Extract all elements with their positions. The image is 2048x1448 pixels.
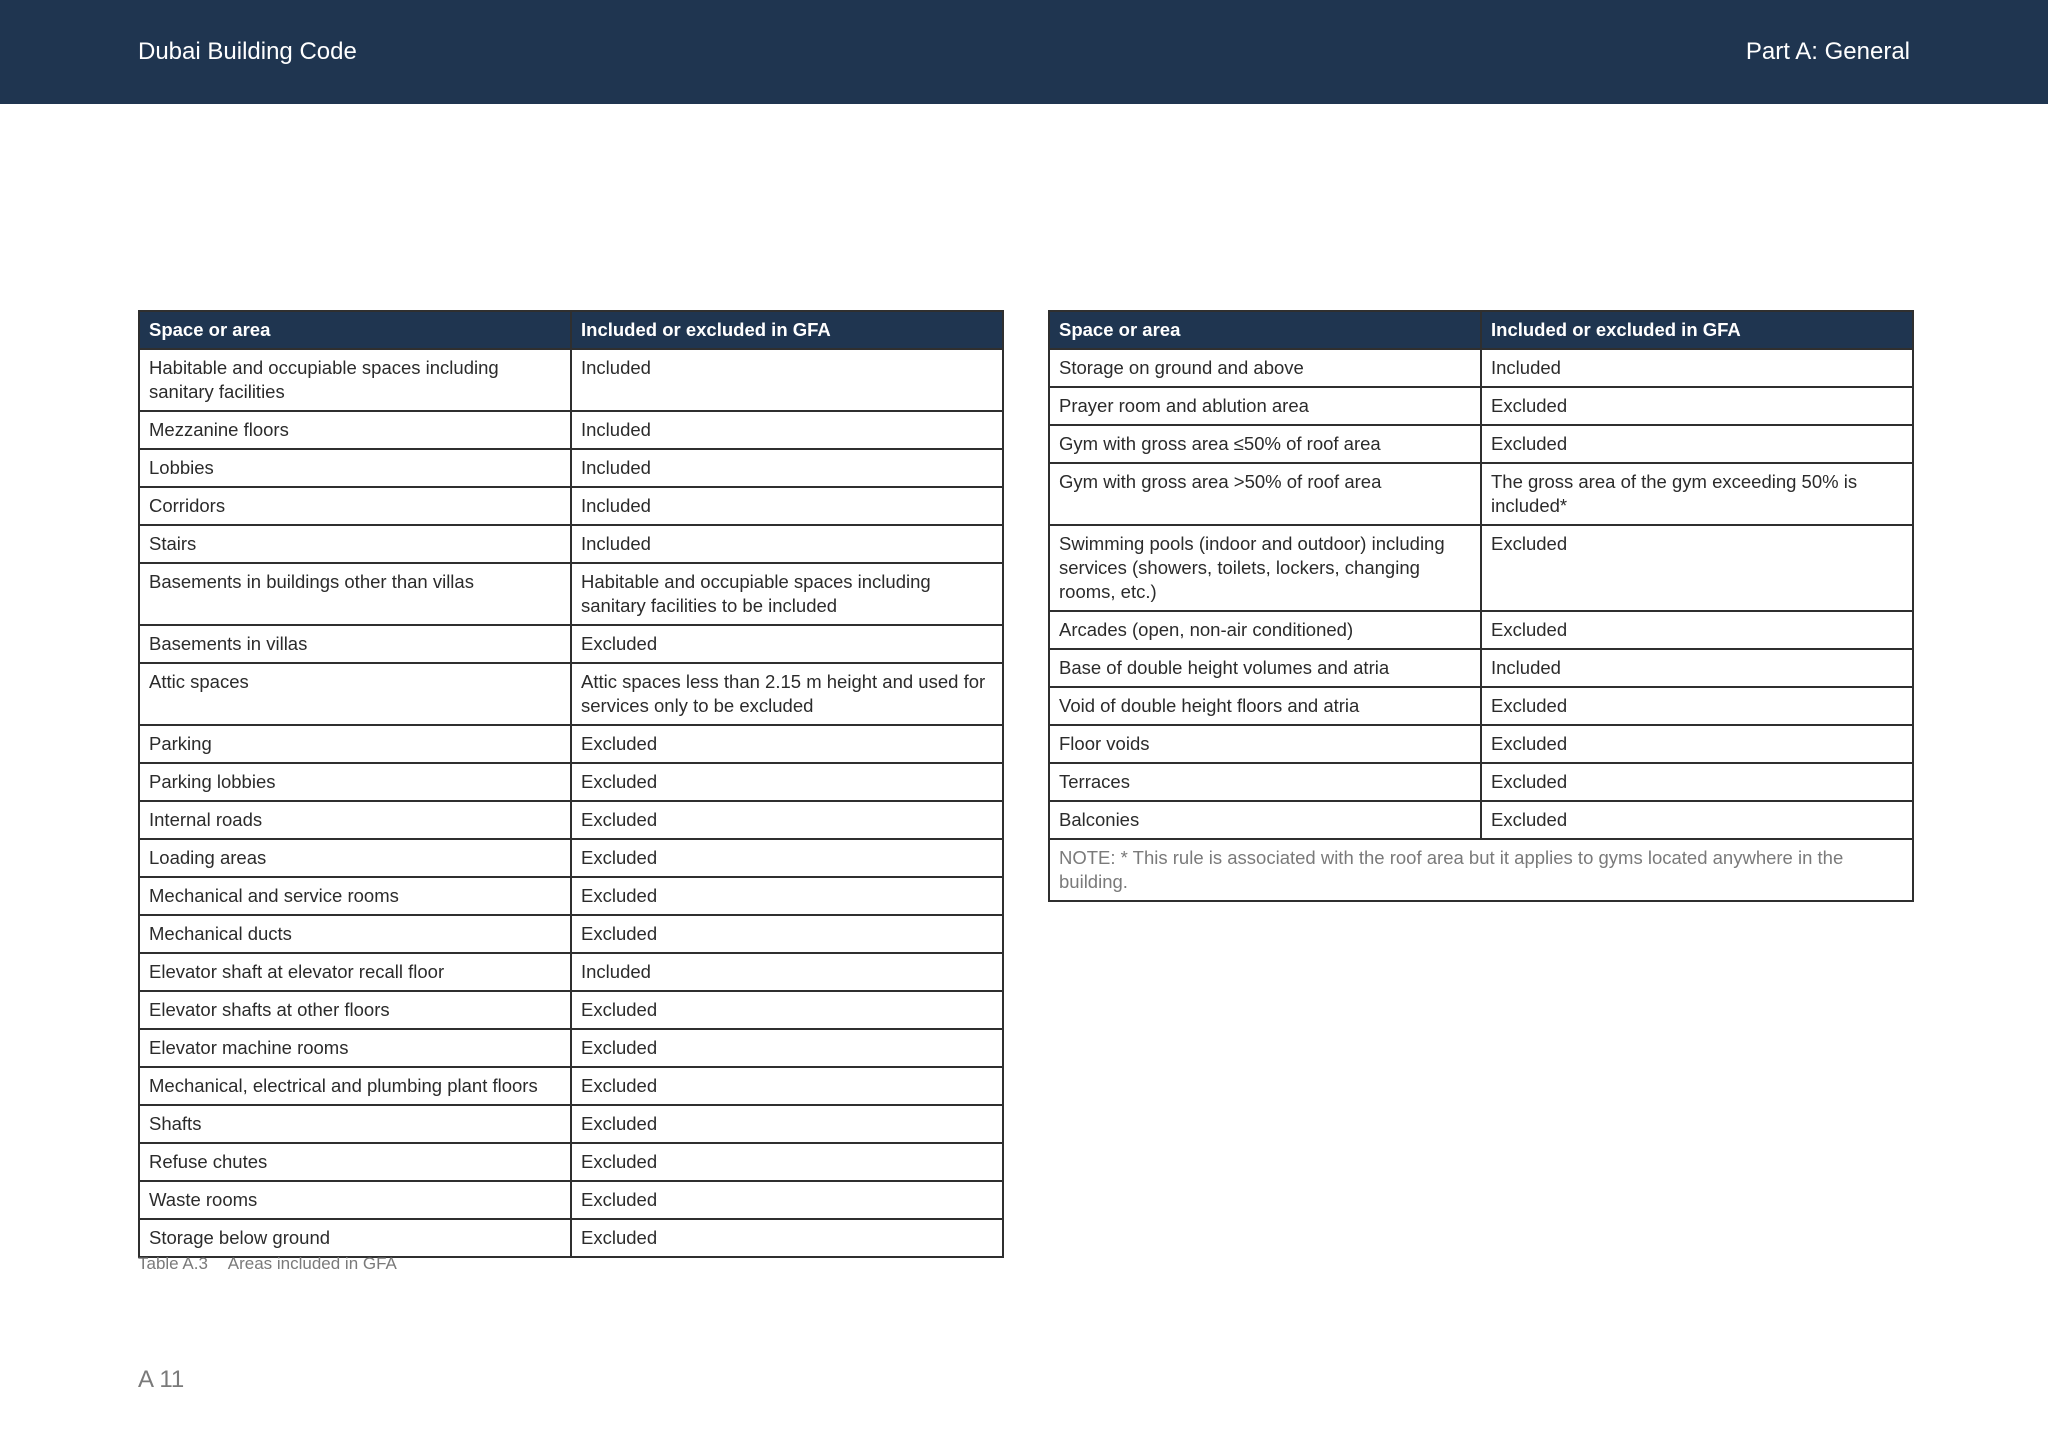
gfa-cell: Included bbox=[1481, 649, 1913, 687]
gfa-cell: Excluded bbox=[1481, 425, 1913, 463]
table-note: NOTE: * This rule is associated with the roof area but it applies to gyms located anywhere in the building. bbox=[1049, 839, 1913, 901]
space-cell: Storage on ground and above bbox=[1049, 349, 1481, 387]
space-cell: Waste rooms bbox=[139, 1181, 571, 1219]
space-cell: Mechanical, electrical and plumbing plant floors bbox=[139, 1067, 571, 1105]
gfa-cell: Excluded bbox=[571, 839, 1003, 877]
gfa-cell: Included bbox=[571, 487, 1003, 525]
page-number: A 11 bbox=[138, 1366, 185, 1393]
space-cell: Elevator shafts at other floors bbox=[139, 991, 571, 1029]
space-cell: Storage below ground bbox=[139, 1219, 571, 1257]
caption-text: Areas included in GFA bbox=[227, 1254, 397, 1273]
table-caption bbox=[138, 1254, 397, 1274]
column-header-gfa: Included or excluded in GFA bbox=[1481, 311, 1913, 349]
table-row bbox=[1049, 425, 1913, 463]
space-cell: Parking bbox=[139, 725, 571, 763]
table-row bbox=[1049, 763, 1913, 801]
gfa-cell: Excluded bbox=[1481, 801, 1913, 839]
space-cell: Corridors bbox=[139, 487, 571, 525]
table-row bbox=[1049, 725, 1913, 763]
gfa-cell: Included bbox=[1481, 349, 1913, 387]
gfa-cell: Excluded bbox=[571, 1219, 1003, 1257]
gfa-table-left bbox=[138, 310, 1004, 1258]
table-row bbox=[139, 801, 1003, 839]
table-row bbox=[1049, 687, 1913, 725]
space-cell: Terraces bbox=[1049, 763, 1481, 801]
gfa-cell: Excluded bbox=[1481, 387, 1913, 425]
table-row bbox=[139, 449, 1003, 487]
space-cell: Gym with gross area >50% of roof area bbox=[1049, 463, 1481, 525]
table-row bbox=[139, 563, 1003, 625]
gfa-cell: Excluded bbox=[571, 625, 1003, 663]
table-row bbox=[139, 1143, 1003, 1181]
table-note-row bbox=[1049, 839, 1913, 901]
gfa-cell: Included bbox=[571, 953, 1003, 991]
gfa-cell: Excluded bbox=[1481, 525, 1913, 611]
table-row bbox=[139, 1067, 1003, 1105]
gfa-cell: Excluded bbox=[571, 763, 1003, 801]
space-cell: Void of double height floors and atria bbox=[1049, 687, 1481, 725]
column-header-space: Space or area bbox=[1049, 311, 1481, 349]
table-row bbox=[139, 953, 1003, 991]
table-row bbox=[139, 525, 1003, 563]
space-cell: Arcades (open, non-air conditioned) bbox=[1049, 611, 1481, 649]
table-row bbox=[139, 1029, 1003, 1067]
page-header bbox=[0, 0, 2048, 104]
table-row bbox=[139, 1219, 1003, 1257]
gfa-table-right bbox=[1048, 310, 1914, 902]
space-cell: Attic spaces bbox=[139, 663, 571, 725]
table-row bbox=[139, 487, 1003, 525]
gfa-cell: Included bbox=[571, 525, 1003, 563]
gfa-cell: Excluded bbox=[1481, 611, 1913, 649]
table-header-row bbox=[139, 311, 1003, 349]
table-row bbox=[1049, 525, 1913, 611]
table-row bbox=[139, 763, 1003, 801]
space-cell: Habitable and occupiable spaces including sanitary facilities bbox=[139, 349, 571, 411]
space-cell: Stairs bbox=[139, 525, 571, 563]
space-cell: Loading areas bbox=[139, 839, 571, 877]
gfa-cell: Excluded bbox=[1481, 763, 1913, 801]
space-cell: Parking lobbies bbox=[139, 763, 571, 801]
table-row bbox=[139, 839, 1003, 877]
table-row bbox=[139, 915, 1003, 953]
gfa-cell: The gross area of the gym exceeding 50% is included* bbox=[1481, 463, 1913, 525]
gfa-cell: Excluded bbox=[571, 991, 1003, 1029]
column-header-gfa: Included or excluded in GFA bbox=[571, 311, 1003, 349]
space-cell: Internal roads bbox=[139, 801, 571, 839]
gfa-cell: Excluded bbox=[571, 915, 1003, 953]
document-title: Dubai Building Code bbox=[138, 38, 357, 65]
space-cell: Prayer room and ablution area bbox=[1049, 387, 1481, 425]
table-row bbox=[1049, 649, 1913, 687]
column-header-space: Space or area bbox=[139, 311, 571, 349]
table-row bbox=[139, 1181, 1003, 1219]
space-cell: Shafts bbox=[139, 1105, 571, 1143]
gfa-cell: Excluded bbox=[571, 1029, 1003, 1067]
space-cell: Swimming pools (indoor and outdoor) including services (showers, toilets, lockers, changing rooms, etc.) bbox=[1049, 525, 1481, 611]
table-row bbox=[139, 725, 1003, 763]
gfa-cell: Attic spaces less than 2.15 m height and used for services only to be excluded bbox=[571, 663, 1003, 725]
table-row bbox=[139, 1105, 1003, 1143]
table-row bbox=[139, 877, 1003, 915]
caption-label: Table A.3 bbox=[138, 1254, 208, 1273]
space-cell: Mezzanine floors bbox=[139, 411, 571, 449]
gfa-cell: Habitable and occupiable spaces including sanitary facilities to be included bbox=[571, 563, 1003, 625]
space-cell: Gym with gross area ≤50% of roof area bbox=[1049, 425, 1481, 463]
table-row bbox=[139, 663, 1003, 725]
part-title: Part A: General bbox=[1745, 38, 1910, 65]
gfa-cell: Included bbox=[571, 411, 1003, 449]
space-cell: Base of double height volumes and atria bbox=[1049, 649, 1481, 687]
space-cell: Mechanical ducts bbox=[139, 915, 571, 953]
table-header-row bbox=[1049, 311, 1913, 349]
gfa-cell: Included bbox=[571, 449, 1003, 487]
table-row bbox=[1049, 463, 1913, 525]
gfa-cell: Excluded bbox=[571, 1067, 1003, 1105]
space-cell: Lobbies bbox=[139, 449, 571, 487]
gfa-cell: Excluded bbox=[1481, 687, 1913, 725]
space-cell: Balconies bbox=[1049, 801, 1481, 839]
table-row bbox=[139, 349, 1003, 411]
gfa-cell: Excluded bbox=[571, 801, 1003, 839]
space-cell: Elevator machine rooms bbox=[139, 1029, 571, 1067]
gfa-cell: Excluded bbox=[571, 877, 1003, 915]
table-row bbox=[139, 411, 1003, 449]
table-row bbox=[139, 625, 1003, 663]
space-cell: Mechanical and service rooms bbox=[139, 877, 571, 915]
space-cell: Basements in buildings other than villas bbox=[139, 563, 571, 625]
table-row bbox=[1049, 349, 1913, 387]
space-cell: Elevator shaft at elevator recall floor bbox=[139, 953, 571, 991]
space-cell: Basements in villas bbox=[139, 625, 571, 663]
gfa-cell: Excluded bbox=[571, 725, 1003, 763]
gfa-cell: Excluded bbox=[571, 1105, 1003, 1143]
table-row bbox=[139, 991, 1003, 1029]
table-row bbox=[1049, 611, 1913, 649]
gfa-cell: Excluded bbox=[571, 1143, 1003, 1181]
space-cell: Refuse chutes bbox=[139, 1143, 571, 1181]
gfa-cell: Included bbox=[571, 349, 1003, 411]
table-row bbox=[1049, 801, 1913, 839]
space-cell: Floor voids bbox=[1049, 725, 1481, 763]
table-row bbox=[1049, 387, 1913, 425]
gfa-cell: Excluded bbox=[571, 1181, 1003, 1219]
gfa-cell: Excluded bbox=[1481, 725, 1913, 763]
